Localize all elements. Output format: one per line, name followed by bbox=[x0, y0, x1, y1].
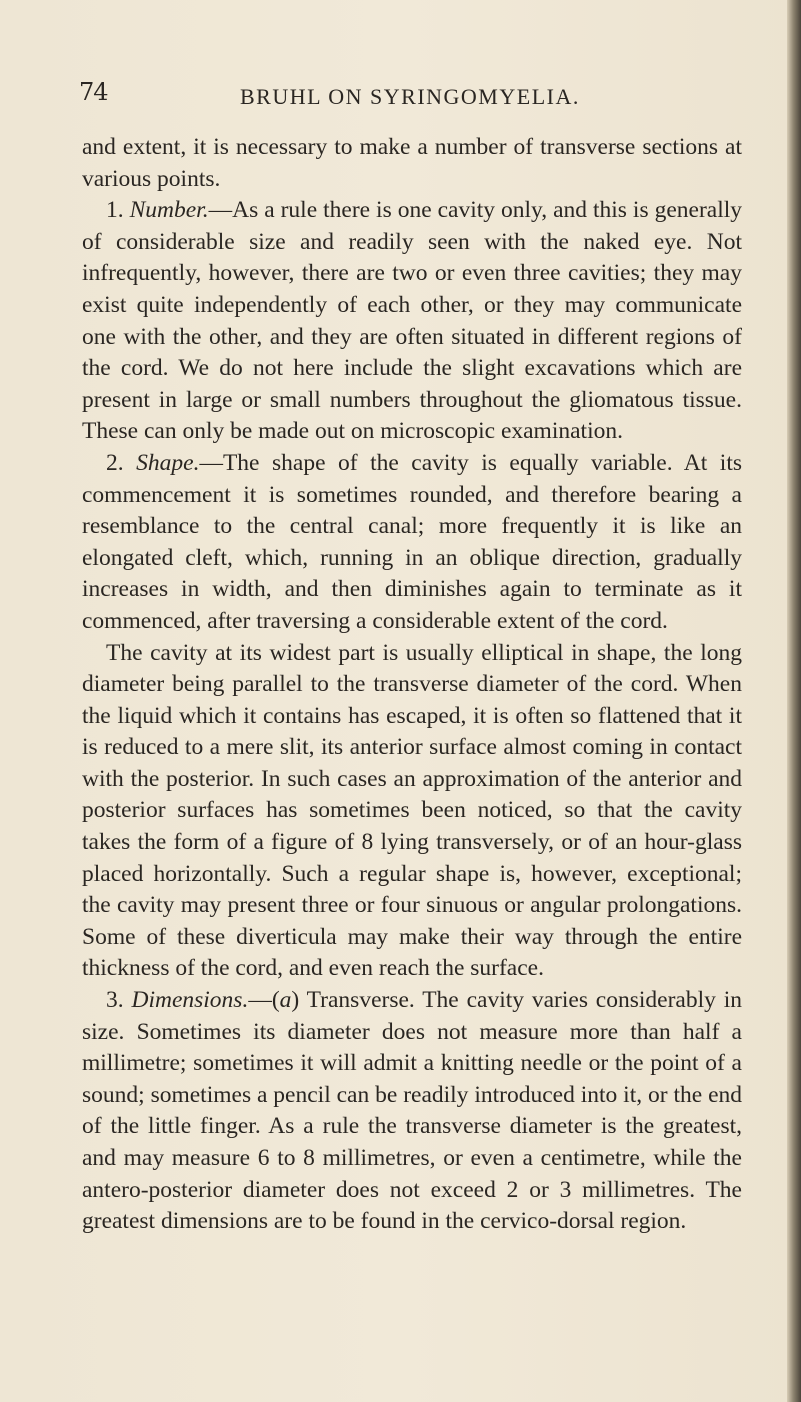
body-text bbox=[82, 132, 742, 1238]
paragraph-text: —The shape of the cavity is equally variable. At its commencement it is sometimes rounded, and therefore bearing a resemblance to the central canal; more frequently it is like an elongated cleft, which, running in an oblique direction, gradually increases in width, and then diminishes again to terminate as it commenced, after traversing a considerable extent of the cord. bbox=[82, 449, 743, 634]
page-number: 74 bbox=[79, 78, 108, 106]
running-head bbox=[0, 78, 801, 114]
section-number: 2. bbox=[106, 449, 137, 476]
page-binding-edge bbox=[787, 0, 801, 1402]
subsection-label: a bbox=[279, 987, 292, 1014]
section-number: 1. bbox=[106, 197, 130, 224]
paragraph-text: The cavity at its widest part is usually elliptical in shape, the long diameter being parallel to the transverse diameter of the cord. When the liquid which it contains has escaped, it is often so flattened that it is reduced to a mere slit, its anterior surface almost coming in contact with the posterior. In such cases an approximation of the anterior and posterior surfaces has sometimes been noticed, so that the cavity takes the form of a figure of 8 lying transversely, or of an hour-glass placed horizontally. Such a regular shape is, however, exceptional; the cavity may present three or four sinuous or angular prolongations. Some of these diverticula may make their way through the entire thickness of the cord, and even reach the surface. bbox=[82, 639, 742, 982]
running-title: BRUHL ON SYRINGOMYELIA. bbox=[240, 84, 580, 109]
paragraph-dimensions bbox=[82, 985, 742, 1238]
paragraph-shape bbox=[82, 448, 742, 638]
paragraph-text: ) Transverse. The cavity varies considerably in size. Sometimes its diameter does not measure more than half a millimetre; sometimes it will admit a knitting needle or the point of a sound; sometimes a pencil can be readily introduced into it, or the end of the little finger. As a rule the transverse diameter is the greatest, and may measure 6 to 8 millimetres, or even a centimetre, while the antero-posterior diameter does not exceed 2 or 3 millimetres. The greatest dimensions are to be found in the cervico-dorsal region. bbox=[82, 987, 742, 1235]
paragraph-text: and extent, it is necessary to make a number of transverse sections at various points. bbox=[82, 134, 742, 192]
paragraph-text: —As a rule there is one cavity only, and this is generally of considerable size and readily seen with the naked eye. Not infrequently, however, there are two or even three cavities; they may exist quite independently of each other, or they may communicate one with the other, and they are often situated in different regions of the cord. We do not here include the slight excavations which are present in large or small numbers throughout the gliomatous tissue. These can only be made out on microscopic examination. bbox=[82, 197, 743, 445]
section-heading-shape: Shape. bbox=[136, 449, 200, 476]
paragraph-continuation bbox=[82, 132, 742, 195]
section-number: 3. bbox=[106, 987, 132, 1014]
subsection-open: —( bbox=[248, 987, 280, 1014]
paragraph-widest-part bbox=[82, 638, 742, 986]
section-heading-number: Number. bbox=[129, 197, 209, 224]
section-heading-dimensions: Dimensions. bbox=[131, 987, 249, 1014]
paragraph-number bbox=[82, 195, 742, 448]
